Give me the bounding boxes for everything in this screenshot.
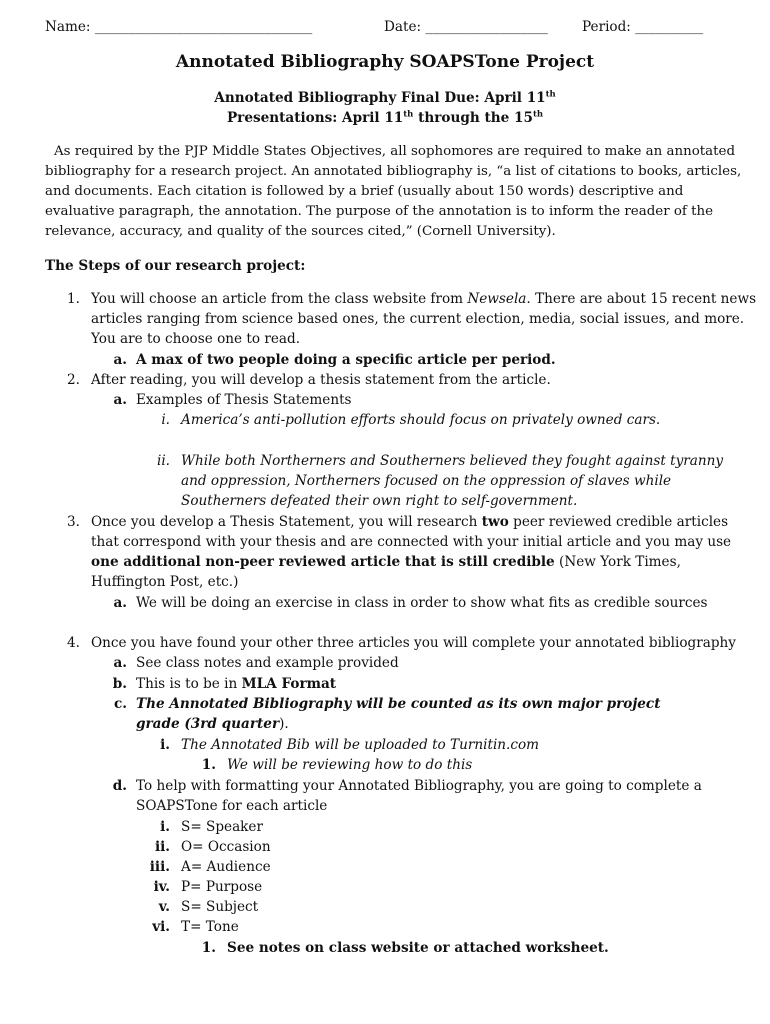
name-field [45, 17, 312, 37]
thesis-example: While both Northerners and Southerners believed they fought against tyranny [181, 453, 724, 469]
item-3-line: Once you develop a Thesis Statement, you will research two peer reviewed credible articles [91, 514, 729, 530]
soapstone-marker: v. [158, 899, 170, 915]
intro-line: As required by the PJP Middle States Objectives, all sophomores are required to make an annotated [54, 144, 736, 159]
item-4-line: Once you have found your other three articles you will complete your annotated bibliography [91, 635, 736, 651]
soapstone-marker: iii. [149, 859, 170, 875]
item-1-line: articles ranging from science based ones, the current election, media, social issues, and more. [91, 311, 745, 327]
page-title: Annotated Bibliography SOAPSTone Project [175, 52, 595, 72]
item-3-line: Huffington Post, etc.) [91, 574, 239, 590]
item-4a-text: See class notes and example provided [136, 655, 399, 671]
item-4b-marker: b. [112, 676, 127, 692]
date-label: Date: [384, 19, 422, 35]
soapstone-marker: i. [160, 819, 170, 835]
item-2a-text: Examples of Thesis Statements [136, 392, 352, 408]
period-field [582, 17, 703, 37]
soapstone-item: T= Tone [181, 919, 239, 935]
item-3-line: one additional non-peer reviewed article that is still credible (New York Times, [91, 554, 681, 570]
soapstone-item: P= Purpose [181, 879, 263, 895]
item-2a-ii-marker: ii. [156, 453, 170, 469]
item-3-number: 3. [67, 514, 80, 530]
item-1-line: You are to choose one to read. [91, 331, 301, 347]
period-blank: __________ [635, 19, 704, 35]
item-4c-i-marker: i. [160, 737, 170, 753]
item-2-number: 2. [67, 372, 80, 388]
item-1-line: You will choose an article from the class website from Newsela. There are about 15 recent news [91, 291, 757, 307]
final-note-marker: 1. [201, 940, 216, 956]
soapstone-item: S= Subject [181, 899, 259, 915]
item-4b-text: This is to be in MLA Format [136, 676, 337, 692]
item-3a-text: We will be doing an exercise in class in order to show what fits as credible sources [136, 595, 708, 611]
soapstone-marker: ii. [154, 839, 170, 855]
item-3a-marker: a. [113, 595, 127, 611]
intro-line: and documents. Each citation is followed by a brief (usually about 150 words) descriptive and [45, 184, 684, 199]
item-4c-i-1-text: We will be reviewing how to do this [227, 757, 473, 773]
item-4c-i-1-marker: 1. [201, 757, 216, 773]
soapstone-item: A= Audience [181, 859, 271, 875]
item-2a-i-marker: i. [161, 412, 170, 428]
item-1-number: 1. [67, 291, 80, 307]
item-4c-text: The Annotated Bibliography will be counted as its own major project [136, 696, 661, 712]
name-blank: ________________________________ [94, 19, 313, 35]
date-blank: __________________ [425, 19, 548, 35]
item-4c-marker: c. [113, 696, 127, 712]
item-2-line: After reading, you will develop a thesis statement from the article. [91, 372, 551, 388]
steps-heading: The Steps of our research project: [45, 258, 306, 274]
thesis-example: Southerners defeated their own right to self-government. [181, 493, 578, 509]
item-4d-marker: d. [112, 778, 127, 794]
period-label: Period: [582, 19, 631, 35]
item-4d-text: SOAPSTone for each article [136, 798, 328, 814]
soapstone-marker: iv. [153, 879, 170, 895]
final-note-text: See notes on class website or attached worksheet. [227, 940, 609, 956]
intro-line: bibliography for a research project. An annotated bibliography is, “a list of citations to books, articles, [45, 164, 742, 179]
item-4-number: 4. [67, 635, 80, 651]
item-1a-text: A max of two people doing a specific article per period. [136, 352, 556, 368]
item-2a-marker: a. [113, 392, 127, 408]
item-1a-marker: a. [113, 352, 127, 368]
item-4d-text: To help with formatting your Annotated Bibliography, you are going to complete a [136, 778, 702, 794]
intro-line: relevance, accuracy, and quality of the sources cited,” (Cornell University). [45, 224, 556, 239]
item-4c-text: grade (3rd quarter). [136, 716, 289, 732]
soapstone-item: S= Speaker [181, 819, 263, 835]
intro-line: evaluative paragraph, the annotation. The purpose of the annotation is to inform the reader of the [45, 204, 714, 219]
presentations-line: Presentations: April 11th through the 15th [226, 109, 544, 126]
soapstone-item: O= Occasion [181, 839, 271, 855]
item-3-line: that correspond with your thesis and are connected with your initial article and you may use [91, 534, 732, 550]
item-4a-marker: a. [113, 655, 127, 671]
date-field [384, 17, 548, 37]
final-due-line: Annotated Bibliography Final Due: April 11th [214, 89, 556, 106]
thesis-example: America’s anti-pollution efforts should focus on privately owned cars. [181, 412, 661, 428]
thesis-example: and oppression, Northerners focused on the oppression of slaves while [181, 473, 672, 489]
soapstone-marker: vi. [152, 919, 170, 935]
item-4c-i-text: The Annotated Bib will be uploaded to Turnitin.com [181, 737, 540, 753]
name-label: Name: [45, 19, 91, 35]
